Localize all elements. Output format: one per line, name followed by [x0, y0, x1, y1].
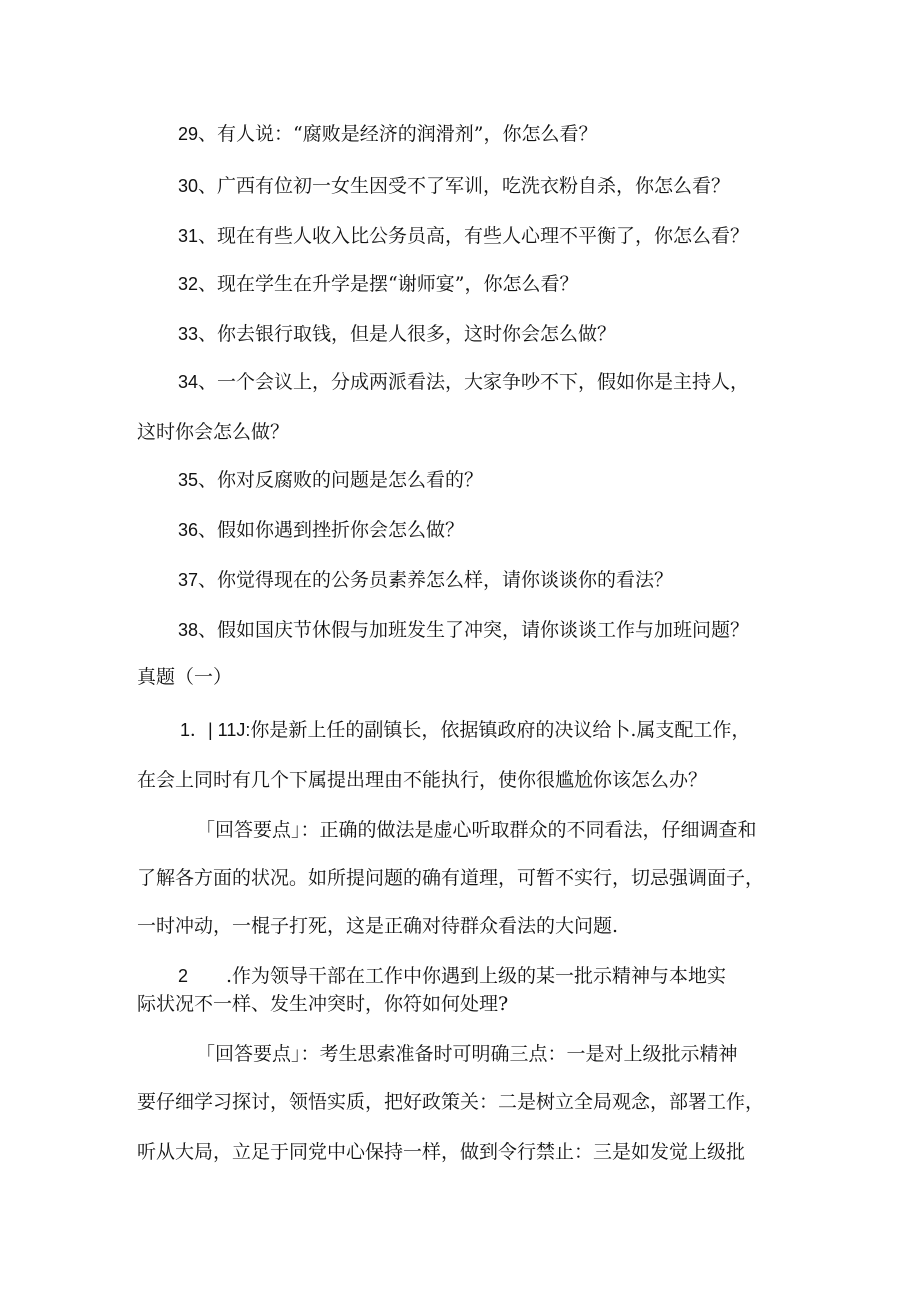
- item-1-text: 你是新上任的副镇长，依据镇政府的决议给卜.属支配工作，: [250, 719, 751, 741]
- question-text: 、你去银行取钱，但是人很多，这时你会怎么做？: [198, 323, 617, 345]
- question-number: 30: [178, 176, 199, 196]
- question-34-continuation: 这时你会怎么做？: [137, 421, 290, 443]
- item-2-answer-line-3: 听从大局，立足于同党中心保持一样，做到令行禁止：三是如发觉上级批: [137, 1141, 746, 1163]
- question-38: [178, 616, 749, 644]
- item-1-answer-line-1: 「回答要点」：正确的做法是虚心听取群众的不同看法，仔细调查和: [196, 819, 757, 841]
- section-title: 真题（一）: [137, 666, 233, 688]
- question-text: 、假如国庆节休假与加班发生了冲突，请你谈谈工作与加班问题？: [198, 619, 750, 641]
- item-2-text: .作为领导干部在工作中你遇到上级的某一批示精神与本地实: [226, 965, 727, 987]
- item-1-answer-line-3: 一时冲动，一棍子打死，这是正确对待群众看法的大问题.: [137, 915, 619, 937]
- question-29: [178, 120, 597, 148]
- question-number: 32: [178, 274, 199, 294]
- item-2-answer-line-1: 「回答要点」：考生思索准备时可明确三点：一是对上级批示精神: [196, 1043, 738, 1065]
- item-1-line-2: 在会上同时有几个下属提出理由不能执行，使你很尴尬你该怎么办？: [137, 769, 708, 791]
- question-text: 、你对反腐败的问题是怎么看的？: [198, 469, 484, 491]
- question-number: 31: [178, 226, 199, 246]
- question-text: 、广西有位初一女生因受不了军训，吃洗衣粉自杀，你怎么看？: [198, 175, 731, 197]
- question-number: 38: [178, 620, 199, 640]
- question-number: 33: [178, 324, 199, 344]
- item-2-answer-line-2: 要仔细学习探讨，领悟实质，把好政策关：二是树立全局观念，部署工作，: [137, 1091, 765, 1113]
- question-37: [178, 566, 673, 594]
- item-2-line-1: [178, 962, 726, 990]
- question-31: [178, 222, 749, 250]
- question-text: 、现在有些人收入比公务员高，有些人心理不平衡了，你怎么看？: [198, 225, 750, 247]
- question-35: [178, 466, 483, 494]
- item-1-line-1: [180, 716, 750, 744]
- question-number: 29: [178, 124, 199, 144]
- question-number: 36: [178, 520, 199, 540]
- item-2-line-2: 际状况不一样、发生冲突时，你符如何处理?: [137, 993, 509, 1015]
- item-1-answer-line-2: 了解各方面的状况。如所提问题的确有道理，可暂不实行，切忌强调面子，: [137, 867, 765, 889]
- question-text: 、一个会议上，分成两派看法，大家争吵不下，假如你是主持人，: [198, 371, 750, 393]
- question-text: 、你觉得现在的公务员素养怎么样，请你谈谈你的看法？: [198, 569, 674, 591]
- question-text: 、假如你遇到挫折你会怎么做？: [198, 519, 465, 541]
- question-number: 35: [178, 470, 199, 490]
- question-text: 、有人说：“腐败是经济的润滑剂”，你怎么看？: [198, 123, 598, 145]
- item-2-number: 2: [178, 966, 189, 986]
- question-number: 34: [178, 372, 199, 392]
- question-32: [178, 270, 578, 298]
- question-30: [178, 172, 730, 200]
- question-36: [178, 516, 464, 544]
- item-1-prefix: 1．| 11J:: [180, 720, 251, 740]
- question-34: [178, 368, 749, 396]
- question-number: 37: [178, 570, 199, 590]
- question-text: 、现在学生在升学是摆“谢师宴”，你怎么看？: [198, 273, 579, 295]
- question-33: [178, 320, 616, 348]
